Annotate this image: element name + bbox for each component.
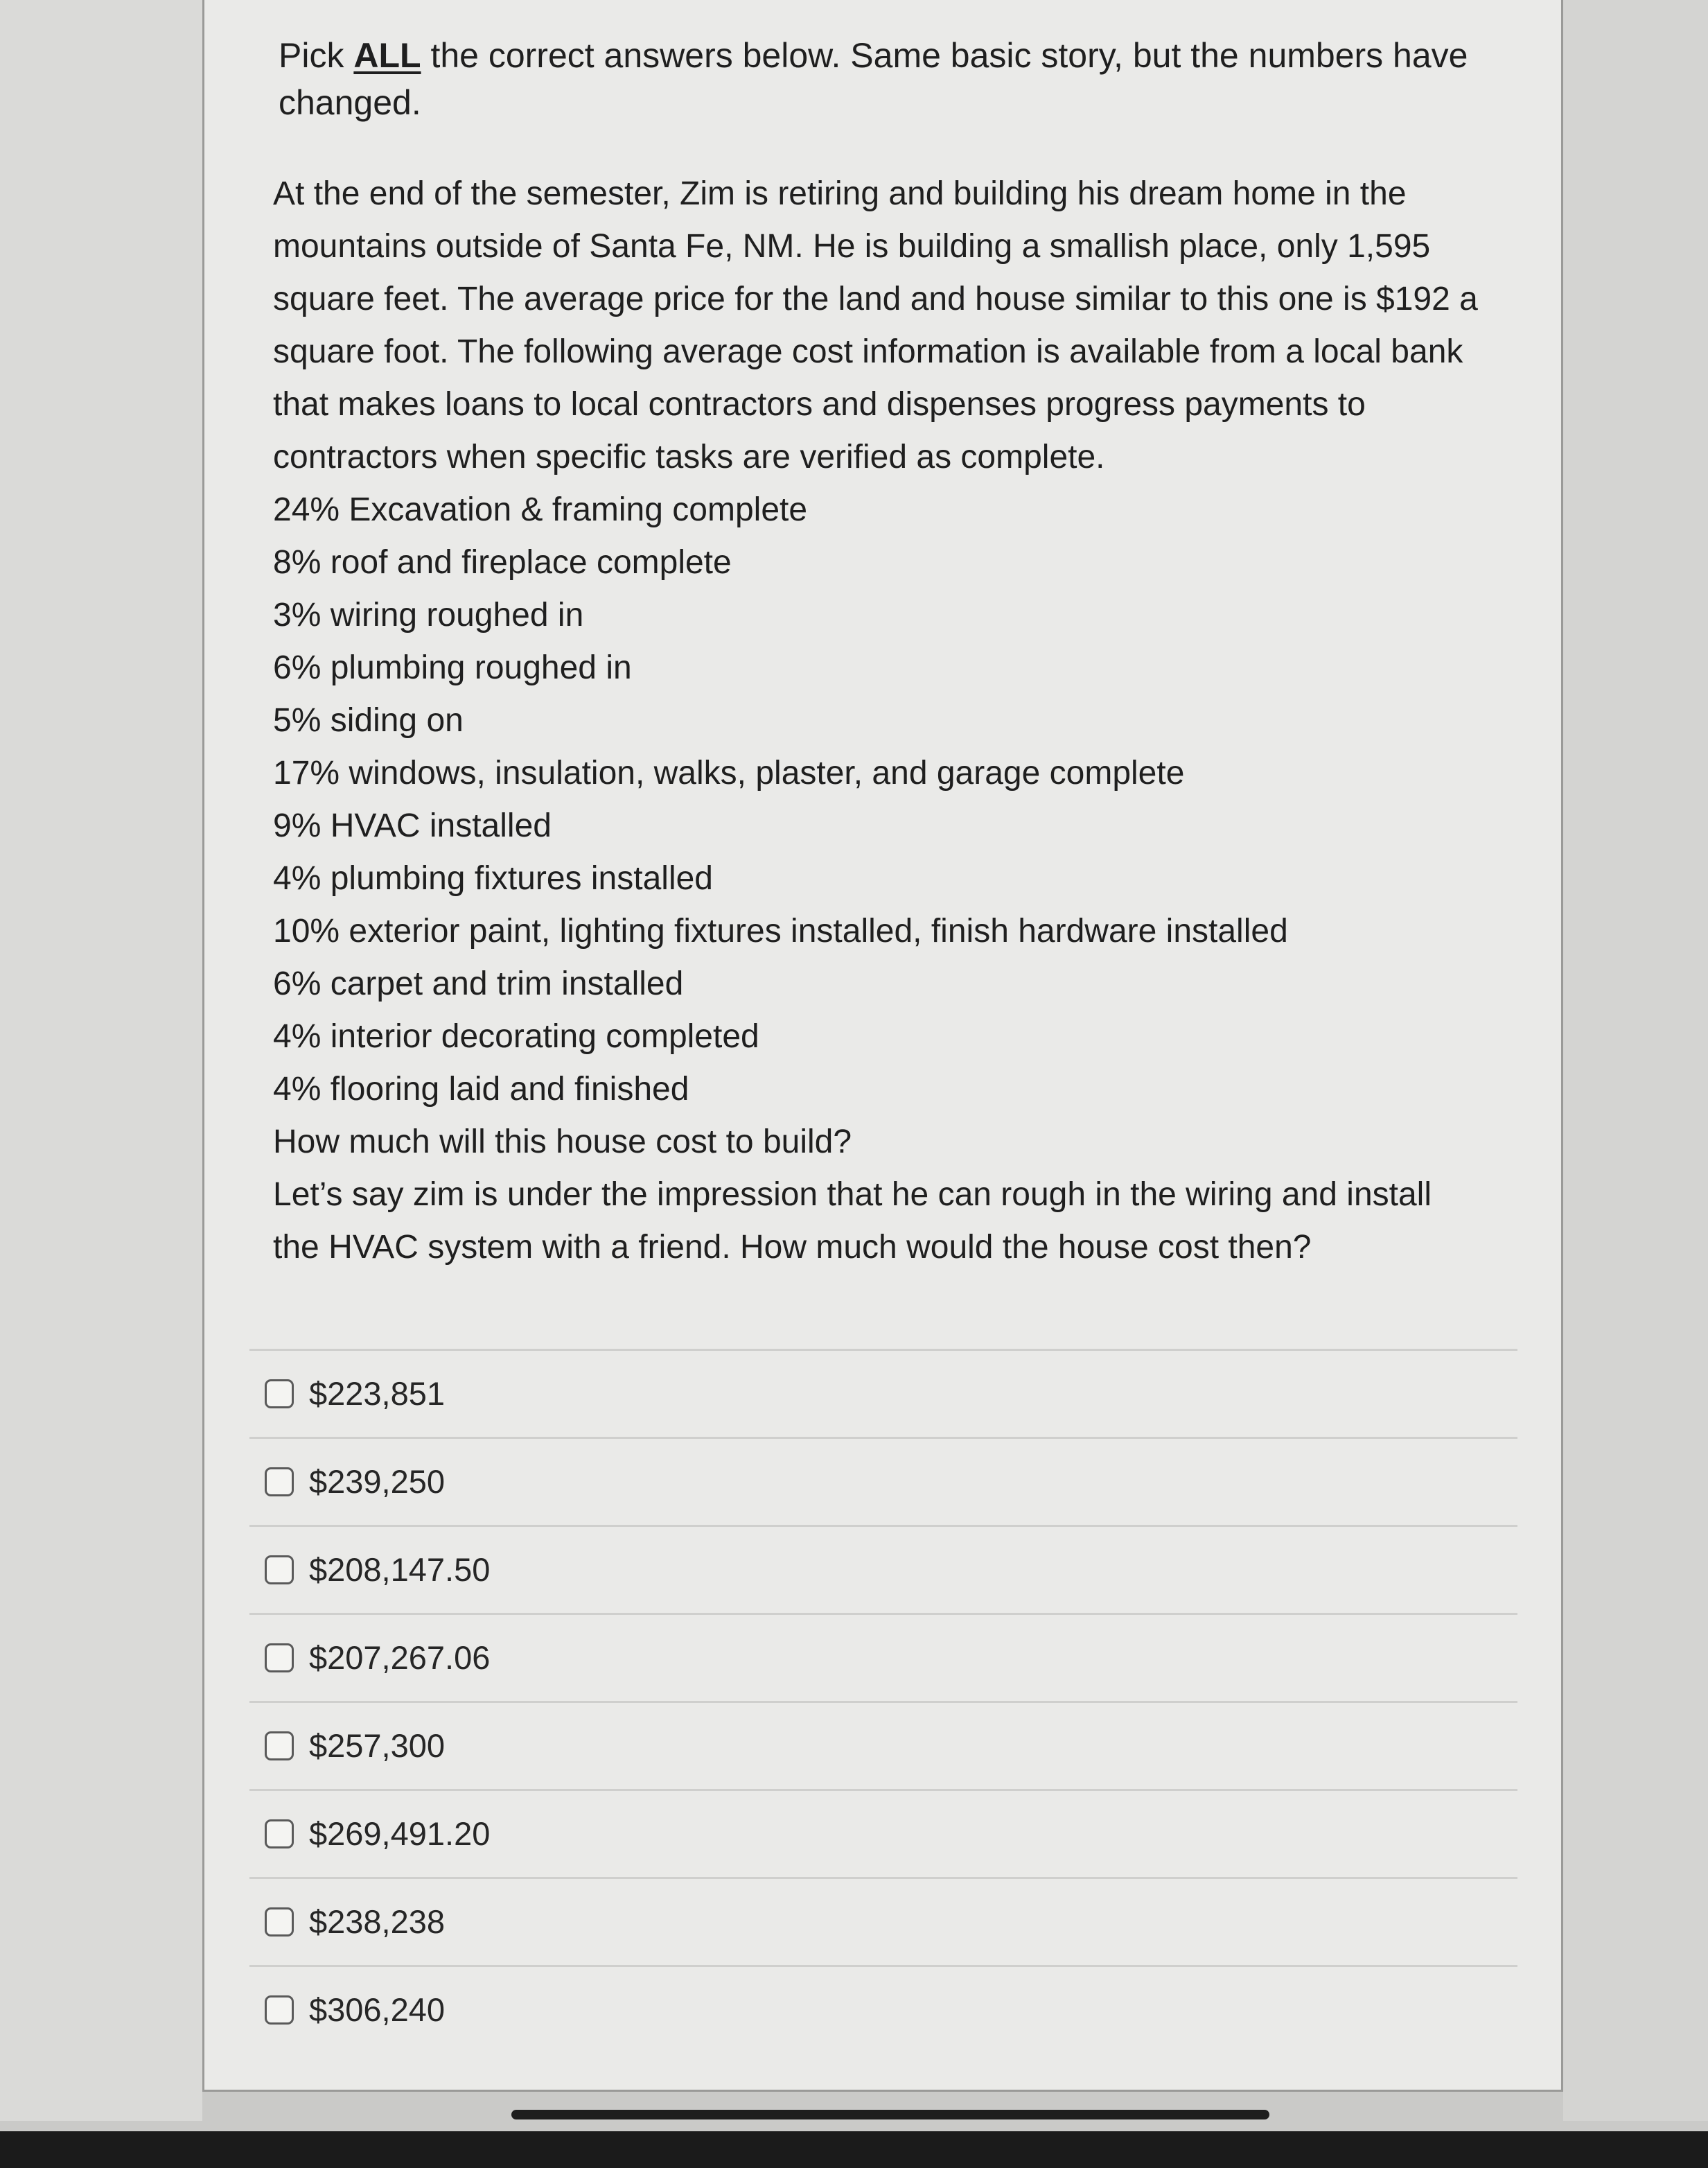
intro-line-2: changed. xyxy=(279,83,421,122)
answer-option[interactable] xyxy=(249,1525,1517,1613)
story-line: At the end of the semester, Zim is retiring and building his dream home in the xyxy=(273,175,1407,212)
cost-item: 4% interior decorating completed xyxy=(273,1018,759,1055)
question-content xyxy=(254,32,1529,1274)
answer-label[interactable]: $208,147.50 xyxy=(309,1551,491,1588)
left-margin xyxy=(0,0,202,2121)
cost-item: 6% plumbing roughed in xyxy=(273,649,632,686)
answer-option[interactable] xyxy=(249,1701,1517,1789)
answer-label[interactable]: $223,851 xyxy=(309,1375,446,1412)
checkbox-icon[interactable] xyxy=(265,1555,294,1584)
story-line: that makes loans to local contractors and dispenses progress payments to xyxy=(273,386,1366,423)
intro-emphasis: ALL xyxy=(353,36,421,75)
question-instructions xyxy=(279,32,1484,126)
answer-option[interactable] xyxy=(249,1965,1517,2053)
prompt-2-line-1: Let’s say zim is under the impression that he can rough in the wiring and install xyxy=(273,1176,1432,1213)
cost-item: 24% Excavation & framing complete xyxy=(273,491,808,528)
checkbox-icon[interactable] xyxy=(265,1379,294,1408)
cost-item: 4% flooring laid and finished xyxy=(273,1071,689,1108)
answer-label[interactable]: $269,491.20 xyxy=(309,1815,491,1852)
answer-label[interactable]: $239,250 xyxy=(309,1463,446,1500)
cost-item: 8% roof and fireplace complete xyxy=(273,544,732,581)
cost-item: 9% HVAC installed xyxy=(273,807,552,844)
story-line: contractors when specific tasks are verified as complete. xyxy=(273,439,1105,475)
cost-item: 10% exterior paint, lighting fixtures installed, finish hardware installed xyxy=(273,913,1288,950)
question-body xyxy=(273,168,1541,1274)
cost-item: 6% carpet and trim installed xyxy=(273,965,684,1002)
checkbox-icon[interactable] xyxy=(265,1467,294,1496)
answer-label[interactable]: $238,238 xyxy=(309,1903,446,1940)
home-indicator[interactable] xyxy=(511,2110,1269,2119)
answer-option[interactable] xyxy=(249,1613,1517,1701)
checkbox-icon[interactable] xyxy=(265,1731,294,1760)
answer-list xyxy=(249,1349,1517,2053)
answer-label[interactable]: $207,267.06 xyxy=(309,1639,491,1676)
answer-option[interactable] xyxy=(249,1437,1517,1525)
answer-label[interactable]: $257,300 xyxy=(309,1727,446,1764)
cost-item: 17% windows, insulation, walks, plaster, and garage complete xyxy=(273,755,1185,792)
right-margin xyxy=(1563,0,1708,2121)
prompt-1: How much will this house cost to build? xyxy=(273,1124,852,1160)
story-line: square foot. The following average cost information is available from a local bank xyxy=(273,333,1463,370)
prompt-2-line-2: the HVAC system with a friend. How much would the house cost then? xyxy=(273,1229,1312,1266)
checkbox-icon[interactable] xyxy=(265,1643,294,1672)
answer-option[interactable] xyxy=(249,1877,1517,1965)
cost-item: 3% wiring roughed in xyxy=(273,597,584,633)
story-line: mountains outside of Santa Fe, NM. He is building a smallish place, only 1,595 xyxy=(273,228,1431,265)
answer-label[interactable]: $306,240 xyxy=(309,1991,446,2028)
cost-item: 4% plumbing fixtures installed xyxy=(273,860,713,897)
checkbox-icon[interactable] xyxy=(265,1907,294,1937)
answer-option[interactable] xyxy=(249,1349,1517,1437)
checkbox-icon[interactable] xyxy=(265,1819,294,1848)
intro-suffix: the correct answers below. Same basic story, but the numbers have xyxy=(421,36,1468,75)
checkbox-icon[interactable] xyxy=(265,1995,294,2025)
story-line: square feet. The average price for the land and house similar to this one is $192 a xyxy=(273,281,1478,317)
device-bezel xyxy=(0,2131,1708,2168)
answer-option[interactable] xyxy=(249,1789,1517,1877)
cost-item: 5% siding on xyxy=(273,702,464,739)
intro-prefix: Pick xyxy=(279,36,354,75)
